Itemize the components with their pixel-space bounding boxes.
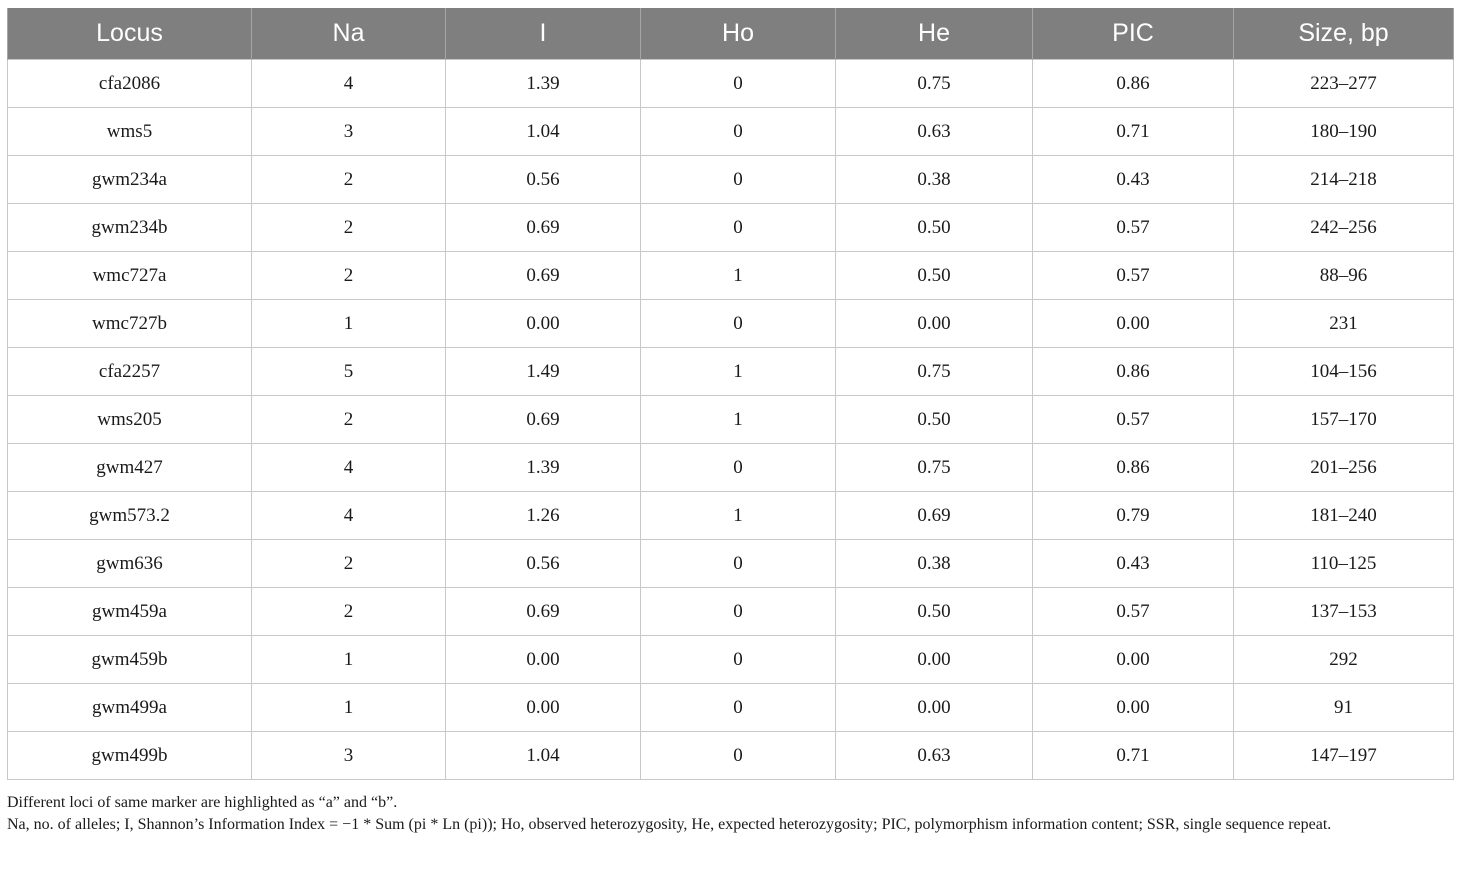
cell-size: 88–96 xyxy=(1234,252,1454,300)
table-row xyxy=(8,444,1454,492)
cell-size: 292 xyxy=(1234,636,1454,684)
cell-locus: gwm573.2 xyxy=(8,492,252,540)
cell-na: 3 xyxy=(252,732,446,780)
cell-na: 2 xyxy=(252,588,446,636)
table-header-row xyxy=(8,8,1454,60)
cell-pic: 0.57 xyxy=(1033,204,1234,252)
table-row xyxy=(8,684,1454,732)
table-row xyxy=(8,540,1454,588)
cell-na: 4 xyxy=(252,492,446,540)
cell-he: 0.00 xyxy=(836,684,1033,732)
cell-he: 0.50 xyxy=(836,204,1033,252)
cell-pic: 0.00 xyxy=(1033,684,1234,732)
table-row xyxy=(8,60,1454,108)
cell-locus: gwm459a xyxy=(8,588,252,636)
column-header-i: I xyxy=(446,8,641,60)
cell-na: 1 xyxy=(252,300,446,348)
cell-pic: 0.71 xyxy=(1033,732,1234,780)
cell-he: 0.69 xyxy=(836,492,1033,540)
cell-pic: 0.86 xyxy=(1033,348,1234,396)
cell-size: 223–277 xyxy=(1234,60,1454,108)
cell-ho: 0 xyxy=(641,204,836,252)
table-row xyxy=(8,204,1454,252)
cell-pic: 0.71 xyxy=(1033,108,1234,156)
column-header-size: Size, bp xyxy=(1234,8,1454,60)
cell-i: 1.26 xyxy=(446,492,641,540)
cell-locus: gwm459b xyxy=(8,636,252,684)
cell-ho: 1 xyxy=(641,492,836,540)
cell-ho: 0 xyxy=(641,540,836,588)
cell-he: 0.00 xyxy=(836,636,1033,684)
cell-locus: gwm234b xyxy=(8,204,252,252)
cell-pic: 0.43 xyxy=(1033,156,1234,204)
cell-he: 0.63 xyxy=(836,732,1033,780)
cell-pic: 0.57 xyxy=(1033,396,1234,444)
cell-size: 180–190 xyxy=(1234,108,1454,156)
cell-na: 2 xyxy=(252,540,446,588)
cell-size: 181–240 xyxy=(1234,492,1454,540)
cell-pic: 0.00 xyxy=(1033,636,1234,684)
cell-locus: gwm499b xyxy=(8,732,252,780)
table-row xyxy=(8,348,1454,396)
cell-i: 0.56 xyxy=(446,540,641,588)
table-row xyxy=(8,732,1454,780)
cell-pic: 0.86 xyxy=(1033,60,1234,108)
cell-ho: 0 xyxy=(641,108,836,156)
cell-locus: gwm234a xyxy=(8,156,252,204)
cell-he: 0.00 xyxy=(836,300,1033,348)
cell-pic: 0.79 xyxy=(1033,492,1234,540)
cell-pic: 0.00 xyxy=(1033,300,1234,348)
table-row xyxy=(8,252,1454,300)
table-row xyxy=(8,588,1454,636)
cell-ho: 0 xyxy=(641,60,836,108)
cell-na: 2 xyxy=(252,204,446,252)
column-header-ho: Ho xyxy=(641,8,836,60)
cell-na: 2 xyxy=(252,156,446,204)
cell-locus: wms5 xyxy=(8,108,252,156)
column-header-na: Na xyxy=(252,8,446,60)
table-row xyxy=(8,636,1454,684)
cell-size: 214–218 xyxy=(1234,156,1454,204)
cell-he: 0.75 xyxy=(836,60,1033,108)
cell-ho: 1 xyxy=(641,348,836,396)
cell-i: 0.00 xyxy=(446,636,641,684)
cell-ho: 1 xyxy=(641,252,836,300)
cell-pic: 0.57 xyxy=(1033,588,1234,636)
cell-locus: wmc727a xyxy=(8,252,252,300)
cell-size: 157–170 xyxy=(1234,396,1454,444)
cell-locus: wmc727b xyxy=(8,300,252,348)
cell-na: 3 xyxy=(252,108,446,156)
cell-he: 0.50 xyxy=(836,252,1033,300)
column-header-pic: PIC xyxy=(1033,8,1234,60)
cell-ho: 0 xyxy=(641,684,836,732)
cell-ho: 0 xyxy=(641,156,836,204)
cell-i: 1.39 xyxy=(446,444,641,492)
cell-na: 2 xyxy=(252,252,446,300)
cell-na: 1 xyxy=(252,636,446,684)
cell-pic: 0.57 xyxy=(1033,252,1234,300)
cell-size: 110–125 xyxy=(1234,540,1454,588)
table-row xyxy=(8,396,1454,444)
cell-size: 91 xyxy=(1234,684,1454,732)
locus-statistics-table xyxy=(7,8,1454,780)
cell-locus: gwm427 xyxy=(8,444,252,492)
cell-ho: 0 xyxy=(641,300,836,348)
cell-ho: 0 xyxy=(641,588,836,636)
cell-i: 0.00 xyxy=(446,684,641,732)
table-body xyxy=(8,60,1454,780)
column-header-locus: Locus xyxy=(8,8,252,60)
cell-size: 201–256 xyxy=(1234,444,1454,492)
cell-ho: 0 xyxy=(641,444,836,492)
cell-pic: 0.86 xyxy=(1033,444,1234,492)
footnote-loci-note: Different loci of same marker are highlighted as “a” and “b”. xyxy=(7,794,398,811)
cell-i: 0.69 xyxy=(446,204,641,252)
cell-i: 0.56 xyxy=(446,156,641,204)
table-container xyxy=(7,8,1453,780)
footnote-abbreviations: Na, no. of alleles; I, Shannon’s Information Index = −1 * Sum (pi * Ln (pi)); Ho, observed heterozygosity, He, expected heterozygosity; PIC, polymorphism information content; SSR, single sequence repeat. xyxy=(7,816,1332,833)
cell-na: 1 xyxy=(252,684,446,732)
cell-he: 0.50 xyxy=(836,588,1033,636)
cell-size: 231 xyxy=(1234,300,1454,348)
cell-locus: cfa2086 xyxy=(8,60,252,108)
cell-locus: wms205 xyxy=(8,396,252,444)
table-row xyxy=(8,108,1454,156)
cell-size: 147–197 xyxy=(1234,732,1454,780)
cell-he: 0.75 xyxy=(836,444,1033,492)
cell-he: 0.50 xyxy=(836,396,1033,444)
cell-na: 4 xyxy=(252,444,446,492)
cell-pic: 0.43 xyxy=(1033,540,1234,588)
cell-na: 5 xyxy=(252,348,446,396)
cell-i: 1.39 xyxy=(446,60,641,108)
cell-he: 0.75 xyxy=(836,348,1033,396)
cell-i: 1.04 xyxy=(446,108,641,156)
cell-i: 0.69 xyxy=(446,396,641,444)
table-row xyxy=(8,156,1454,204)
cell-i: 0.00 xyxy=(446,300,641,348)
cell-locus: cfa2257 xyxy=(8,348,252,396)
table-row xyxy=(8,300,1454,348)
cell-ho: 1 xyxy=(641,396,836,444)
cell-size: 104–156 xyxy=(1234,348,1454,396)
cell-i: 1.04 xyxy=(446,732,641,780)
table-row xyxy=(8,492,1454,540)
cell-na: 4 xyxy=(252,60,446,108)
cell-size: 137–153 xyxy=(1234,588,1454,636)
cell-ho: 0 xyxy=(641,636,836,684)
cell-ho: 0 xyxy=(641,732,836,780)
cell-he: 0.63 xyxy=(836,108,1033,156)
table-footnotes xyxy=(7,792,1453,836)
cell-i: 0.69 xyxy=(446,588,641,636)
cell-he: 0.38 xyxy=(836,156,1033,204)
cell-locus: gwm636 xyxy=(8,540,252,588)
cell-he: 0.38 xyxy=(836,540,1033,588)
column-header-he: He xyxy=(836,8,1033,60)
cell-locus: gwm499a xyxy=(8,684,252,732)
cell-na: 2 xyxy=(252,396,446,444)
cell-size: 242–256 xyxy=(1234,204,1454,252)
cell-i: 1.49 xyxy=(446,348,641,396)
cell-i: 0.69 xyxy=(446,252,641,300)
